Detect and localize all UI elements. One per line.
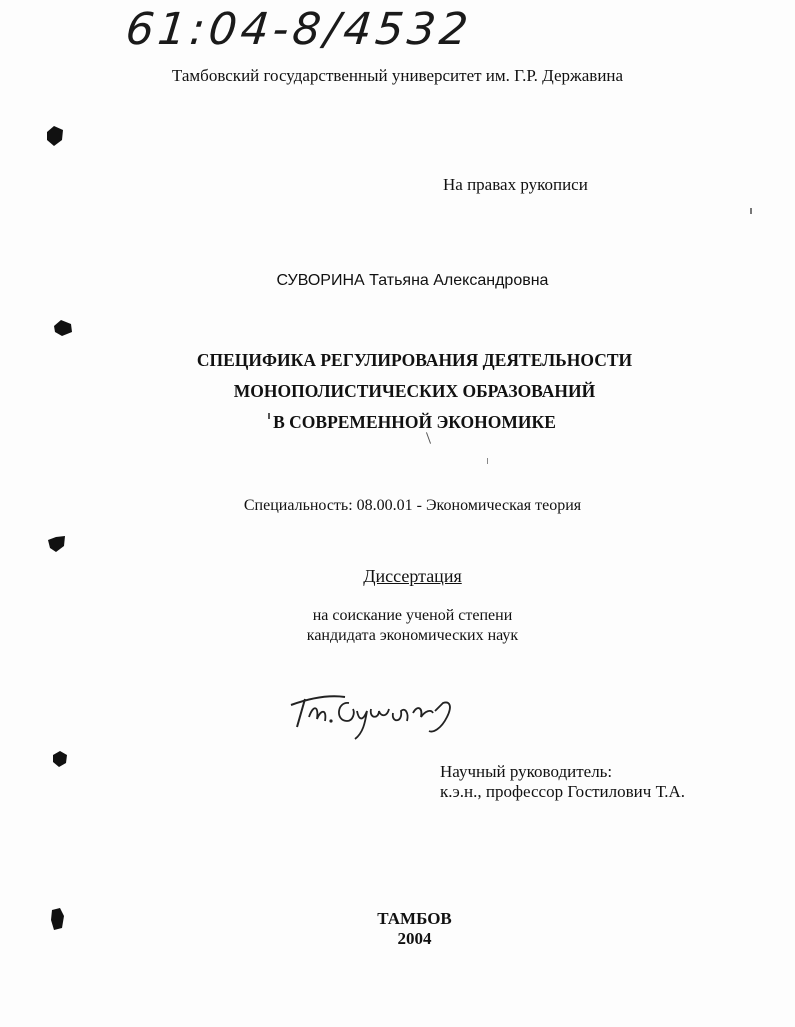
degree-line: кандидата экономических наук xyxy=(306,627,519,644)
signature-image xyxy=(283,683,463,743)
title-line: В СОВРЕМЕННОЙ ЭКОНОМИКЕ xyxy=(273,412,556,432)
binding-hole-mark xyxy=(44,124,66,148)
manuscript-note: На правах рукописи xyxy=(443,175,588,194)
archive-code: 61:04-8/4532 xyxy=(123,4,475,55)
year: 2004 xyxy=(397,929,432,948)
title-line: МОНОПОЛИСТИЧЕСКИХ ОБРАЗОВАНИЙ xyxy=(233,381,596,401)
document-type: Диссертация xyxy=(363,566,462,586)
supervisor-label: Научный руководитель: xyxy=(440,762,613,781)
city-year xyxy=(0,909,795,949)
binding-hole-mark xyxy=(52,318,74,338)
author-name: СУВОРИНА Татьяна Александровна xyxy=(276,272,549,289)
supervisor-info xyxy=(440,762,685,802)
binding-hole-mark xyxy=(46,534,68,554)
scan-speck xyxy=(268,413,270,419)
scan-speck xyxy=(750,208,752,214)
supervisor-name: к.э.н., профессор Гостилович Т.А. xyxy=(440,782,686,801)
title-line: СПЕЦИФИКА РЕГУЛИРОВАНИЯ ДЕЯТЕЛЬНОСТИ xyxy=(196,350,633,370)
binding-hole-mark xyxy=(48,906,66,932)
university-name: Тамбовский государственный университет им. Г.Р. Державина xyxy=(171,66,624,85)
city: ТАМБОВ xyxy=(377,909,452,928)
binding-hole-mark xyxy=(50,749,70,769)
degree-line: на соискание ученой степени xyxy=(312,607,513,624)
scan-speck xyxy=(487,458,488,464)
specialty: Специальность: 08.00.01 - Экономическая теория xyxy=(243,497,582,514)
degree-info xyxy=(0,606,795,646)
dissertation-title xyxy=(0,345,795,438)
